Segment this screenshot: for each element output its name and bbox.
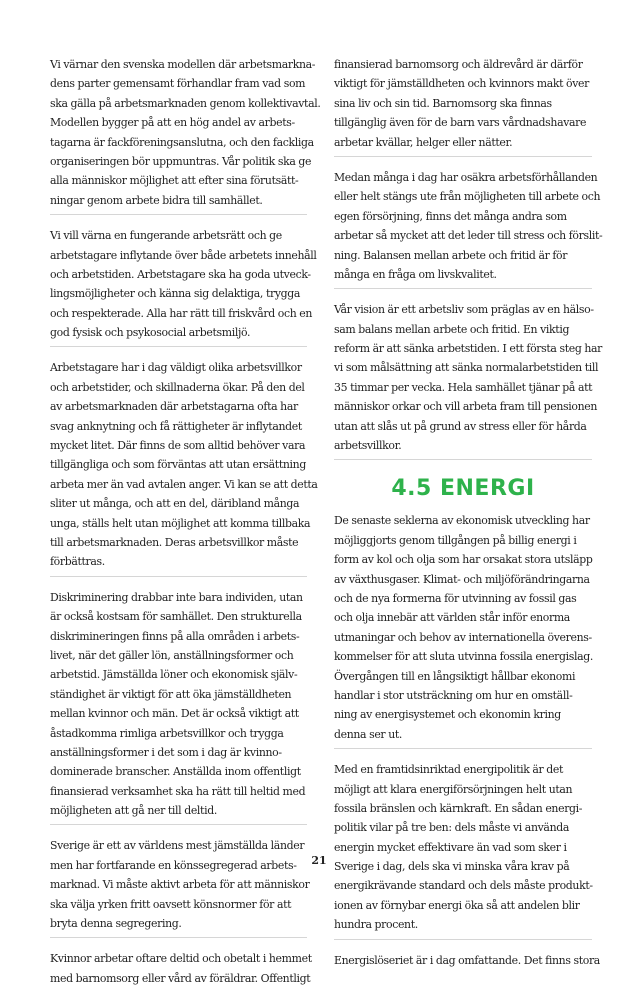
text-line: möjligheten att gå ner till deltid. <box>50 804 217 818</box>
text-line: ning av energisystemet och ekonomin kring <box>334 708 561 722</box>
right-column-top <box>334 55 603 460</box>
text-line: form av kol och olja som har orsakat stora utsläpp <box>334 553 593 567</box>
text-line: arbetsvillkor. <box>334 439 402 453</box>
page-number: 21 <box>311 854 327 867</box>
text-line: god fysisk och psykosocial arbetsmiljö. <box>50 326 251 340</box>
text-line: diskrimineringen finns på alla områden i arbets- <box>50 629 300 643</box>
paragraph-divider <box>334 939 592 940</box>
text-line: och olja innebär att världen står inför enorma <box>334 611 570 625</box>
text-line: ska välja yrken fritt oavsett könsnormer för att <box>50 897 292 911</box>
section-heading: 4.5 ENERGI <box>391 476 535 502</box>
text-line: tillgänglig även för de barn vars vårdnadshavare <box>334 116 587 130</box>
text-line: och arbetstider, och skillnaderna ökar. På den del <box>50 380 305 394</box>
text-line: ningar genom arbete bidra till samhället. <box>50 193 263 207</box>
text-line: Kvinnor arbetar oftare deltid och obetalt i hemmet <box>50 952 312 966</box>
text-line: bryta denna segregering. <box>50 917 182 931</box>
paragraph-divider <box>334 459 592 460</box>
text-line: De senaste seklerna av ekonomisk utveckling har <box>334 514 590 528</box>
text-line: Vi vill värna en fungerande arbetsrätt och ge <box>50 229 282 243</box>
paragraph-divider <box>50 937 307 938</box>
paragraph <box>50 226 317 347</box>
text-line: Energislöseriet är i dag omfattande. Det finns stora <box>334 953 600 967</box>
text-line: Arbetstagare har i dag väldigt olika arbetsvillkor <box>50 361 302 375</box>
text-line: viktigt för jämställdheten och kvinnors makt över <box>334 77 589 91</box>
text-line: arbetstid. Jämställda löner och ekonomisk själv- <box>50 668 298 682</box>
text-line: av växthusgaser. Klimat- och miljöförändringarna <box>334 572 590 586</box>
text-line: alla människor möjlighet att efter sina förutsätt- <box>50 174 299 188</box>
text-line: Med en framtidsinriktad energipolitik är det <box>334 763 564 777</box>
text-line: livet, när det gäller lön, anställningsformer och <box>50 648 294 662</box>
text-line: organiseringen bör uppmuntras. Vår politik ska ge <box>50 154 312 168</box>
text-line: sam balans mellan arbete och fritid. En viktig <box>334 322 570 336</box>
paragraph <box>334 951 600 975</box>
text-line: ska gälla på arbetsmarknaden genom kollektivavtal. <box>50 96 321 110</box>
text-line: egen försörjning, finns det många andra som <box>334 209 567 223</box>
text-line: och de nya formerna för utvinning av fossil gas <box>334 591 577 605</box>
text-line: energin mycket effektivare än vad som sker i <box>334 840 567 854</box>
text-line: dominerade branscher. Anställda inom offentligt <box>50 765 301 779</box>
text-line: finansierad barnomsorg och äldrevård är därför <box>334 58 583 71</box>
text-line: Sverige i dag, dels ska vi minska våra krav på <box>334 860 570 874</box>
text-line: ionen av förnybar energi öka så att andelen blir <box>334 898 580 912</box>
text-line: sliter ut många, och att en del, däribland många <box>50 497 300 511</box>
paragraph-divider <box>334 288 592 289</box>
text-line: arbetstagare inflytande över både arbetets innehåll <box>50 248 317 262</box>
text-line: mycket litet. Där finns de som alltid behöver vara <box>50 439 306 453</box>
text-line: till arbetsmarknaden. Deras arbetsvillkor måste <box>50 535 299 549</box>
paragraph-divider <box>50 576 307 577</box>
text-line: tillgängliga och som förväntas att utan ersättning <box>50 458 306 472</box>
text-line: denna ser ut. <box>334 727 403 741</box>
right-column-bottom <box>334 511 600 975</box>
text-line: och respekterade. Alla har rätt till friskvård och en <box>50 306 313 320</box>
text-line: Diskriminering drabbar inte bara individen, utan <box>50 590 303 604</box>
paragraph <box>334 168 603 289</box>
text-line: kommelser för att sluta utvinna fossila energislag. <box>334 650 594 664</box>
text-line: arbetar kvällar, helger eller nätter. <box>334 135 513 149</box>
text-line: 35 timmar per vecka. Hela samhället tjänar på att <box>334 380 593 394</box>
text-line: fossila bränslen och kärnkraft. En sådan energi- <box>334 801 583 815</box>
paragraph-divider <box>50 346 307 347</box>
text-line: möjliggjorts genom tillgången på billig energi i <box>334 533 577 547</box>
text-line: svag anknytning och få rättigheter är inflytandet <box>50 419 302 433</box>
text-line: Sverige är ett av världens mest jämställda länder <box>50 839 305 853</box>
text-line: eller helt stängs ute från möjligheten till arbete och <box>334 190 601 204</box>
paragraph-divider <box>50 214 307 215</box>
text-line: politik vilar på tre ben: dels måste vi använda <box>334 821 569 835</box>
paragraph <box>50 358 318 576</box>
text-line: av arbetsmarknaden där arbetstagarna ofta har <box>50 400 298 414</box>
text-line: åstadkomma rimliga arbetsvillkor och trygga <box>50 726 284 740</box>
text-line: arbeta mer än vad avtalen anger. Vi kan se att detta <box>50 477 318 491</box>
text-line: Övergången till en långsiktigt hållbar ekonomi <box>334 669 576 683</box>
text-line: ning. Balansen mellan arbete och fritid är för <box>334 248 568 262</box>
text-line: Vår vision är ett arbetsliv som präglas av en hälso- <box>334 303 594 317</box>
text-line: sina liv och sin tid. Barnomsorg ska finnas <box>334 96 552 110</box>
text-line: Modellen bygger på att en hög andel av arbets- <box>50 116 295 130</box>
text-line: är också kostsam för samhället. Den strukturella <box>50 610 302 624</box>
paragraph-divider <box>334 156 592 157</box>
paragraph <box>334 55 592 157</box>
paragraph <box>50 836 310 938</box>
text-line: handlar i stor utsträckning om hur en omställ- <box>334 688 573 702</box>
text-line: hundra procent. <box>334 918 418 932</box>
text-line: vi som målsättning att sänka normalarbetstiden till <box>334 361 599 375</box>
text-line: dens parter gemensamt förhandlar fram vad som <box>50 77 306 91</box>
text-line: och arbetstiden. Arbetstagare ska ha goda utveck- <box>50 267 311 281</box>
text-line: Vi värnar den svenska modellen där arbetsmarkna- <box>50 58 316 71</box>
text-line: ständighet är viktigt för att öka jämställdheten <box>50 687 292 701</box>
paragraph <box>334 760 592 940</box>
text-line: utan att slås ut på grund av stress eller för hårda <box>334 419 587 433</box>
paragraph-divider <box>50 824 307 825</box>
text-line: anställningsformer i det som i dag är kvinno- <box>50 745 282 759</box>
text-line: unga, ställs helt utan möjlighet att komma tillbaka <box>50 516 311 530</box>
text-line: Medan många i dag har osäkra arbetsförhållanden <box>334 170 598 184</box>
right-text-column <box>334 55 603 986</box>
text-line: förbättras. <box>50 555 105 569</box>
text-line: tagarna är fackföreningsanslutna, och den fackliga <box>50 135 314 149</box>
text-line: med barnomsorg eller vård av föräldrar. Offentligt <box>50 971 311 985</box>
text-line: många en fråga om livskvalitet. <box>334 267 497 281</box>
text-line: människor orkar och vill arbeta fram till pensionen <box>334 400 597 414</box>
text-line: marknad. Vi måste aktivt arbeta för att människor <box>50 878 310 892</box>
text-line: mellan kvinnor och män. Det är också viktigt att <box>50 707 299 721</box>
paragraph <box>50 949 312 993</box>
paragraph <box>50 588 307 826</box>
text-line: möjligt att klara energiförsörjningen helt utan <box>334 782 573 796</box>
text-line: finansierad verksamhet ska ha rätt till heltid med <box>50 784 306 798</box>
paragraph <box>334 300 603 460</box>
text-line: utmaningar och behov av internationella överens- <box>334 630 592 644</box>
text-line: men har fortfarande en könssegregerad arbets- <box>50 858 297 872</box>
text-line: lingsmöjligheter och känna sig delaktiga, trygga <box>50 287 301 301</box>
paragraph-divider <box>334 748 592 749</box>
paragraph <box>50 55 321 215</box>
text-line: energikrävande standard och dels måste produkt- <box>334 879 593 893</box>
text-line: arbetar så mycket att det leder till stress och förslit- <box>334 229 603 243</box>
paragraph <box>334 511 592 749</box>
text-line: reform är att sänka arbetstiden. I ett första steg har <box>334 342 603 356</box>
